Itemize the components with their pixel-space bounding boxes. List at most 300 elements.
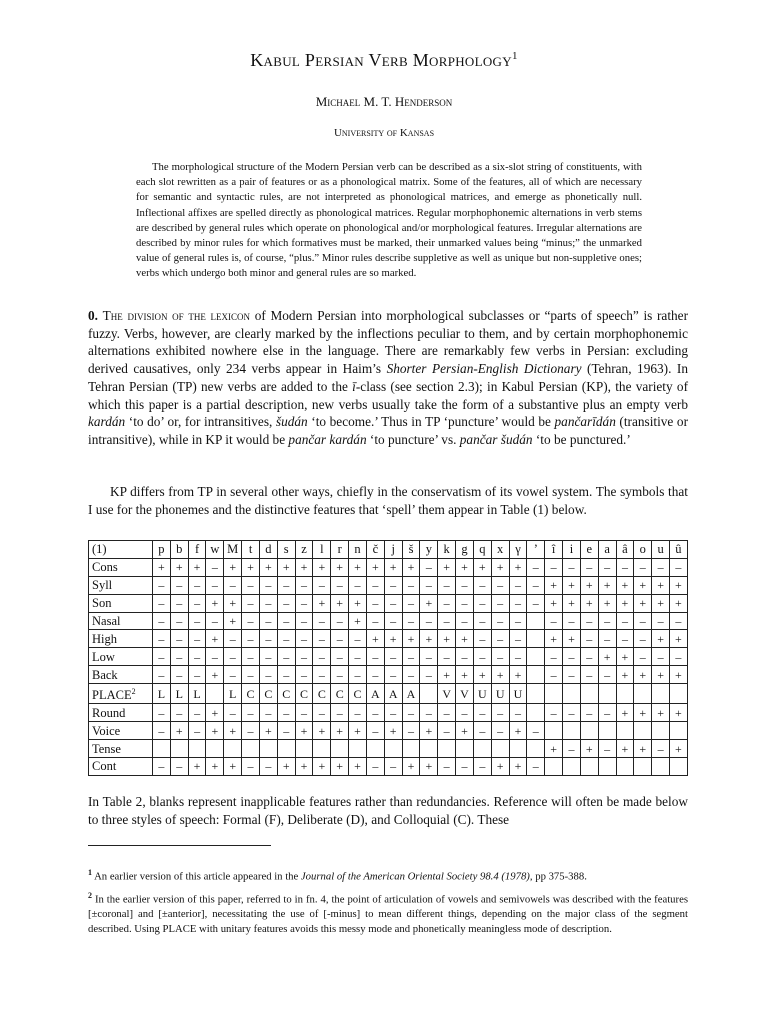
phoneme-header: γ xyxy=(509,541,527,559)
feature-value: – xyxy=(295,594,313,612)
feature-value: + xyxy=(545,576,563,594)
feature-value: + xyxy=(188,757,206,775)
feature-value xyxy=(473,740,491,758)
feature-value: – xyxy=(384,666,402,684)
feature-value xyxy=(366,740,384,758)
feature-value: – xyxy=(170,594,188,612)
phoneme-header: o xyxy=(634,541,652,559)
feature-value: – xyxy=(277,666,295,684)
paragraph-vowel-system: KP differs from TP in several other ways, chiefly in the conservatism of its vowel system. The symbols that I use for the phonemes and the distinctive features that ‘spell’ them appear in Table (1) below. xyxy=(88,484,688,517)
feature-value: + xyxy=(616,740,634,758)
feature-value: – xyxy=(153,757,171,775)
phoneme-header: x xyxy=(491,541,509,559)
feature-value: – xyxy=(259,576,277,594)
feature-label: Back xyxy=(89,666,153,684)
feature-value xyxy=(598,684,616,704)
feature-value: – xyxy=(527,576,545,594)
feature-value xyxy=(616,757,634,775)
feature-value: + xyxy=(670,594,688,612)
feature-row xyxy=(89,630,688,648)
feature-value: + xyxy=(616,594,634,612)
feature-value: – xyxy=(634,648,652,666)
feature-value: – xyxy=(313,630,331,648)
feature-value: + xyxy=(616,704,634,722)
feature-value: + xyxy=(224,558,242,576)
phoneme-header: z xyxy=(295,541,313,559)
feature-value: – xyxy=(670,558,688,576)
feature-value: – xyxy=(366,722,384,740)
phoneme-header: û xyxy=(670,541,688,559)
feature-value: – xyxy=(188,704,206,722)
feature-value xyxy=(598,722,616,740)
feature-value: – xyxy=(349,630,367,648)
feature-value: – xyxy=(153,630,171,648)
feature-value: – xyxy=(366,666,384,684)
feature-value: + xyxy=(277,757,295,775)
feature-value xyxy=(545,722,563,740)
feature-value: + xyxy=(670,740,688,758)
title-footnote-marker[interactable]: 1 xyxy=(511,50,518,62)
feature-value: – xyxy=(366,757,384,775)
feature-value: – xyxy=(491,630,509,648)
feature-value xyxy=(259,740,277,758)
feature-value: A xyxy=(366,684,384,704)
phoneme-header: t xyxy=(242,541,260,559)
feature-value: + xyxy=(616,666,634,684)
feature-value: – xyxy=(259,648,277,666)
feature-value xyxy=(384,740,402,758)
phoneme-header: ’ xyxy=(527,541,545,559)
feature-value: + xyxy=(331,722,349,740)
feature-value: C xyxy=(349,684,367,704)
feature-value xyxy=(527,612,545,630)
feature-value: – xyxy=(170,648,188,666)
feature-value: – xyxy=(634,630,652,648)
feature-value: – xyxy=(366,594,384,612)
feature-value: + xyxy=(259,558,277,576)
feature-value: – xyxy=(402,666,420,684)
feature-value xyxy=(670,757,688,775)
table-header-row xyxy=(89,541,688,559)
feature-value: – xyxy=(224,630,242,648)
phoneme-header: k xyxy=(438,541,456,559)
feature-value: – xyxy=(563,704,581,722)
feature-value: – xyxy=(153,648,171,666)
affiliation: University of Kansas xyxy=(333,127,435,139)
phoneme-header: e xyxy=(580,541,598,559)
feature-value: – xyxy=(580,666,598,684)
feature-value: – xyxy=(259,704,277,722)
feature-value: – xyxy=(420,704,438,722)
feature-value xyxy=(206,740,224,758)
feature-value: – xyxy=(366,704,384,722)
feature-value: + xyxy=(634,666,652,684)
feature-value: L xyxy=(153,684,171,704)
feature-value: – xyxy=(384,612,402,630)
feature-note-marker: 2 xyxy=(131,687,136,697)
feature-value: – xyxy=(420,558,438,576)
feature-table xyxy=(88,540,688,776)
feature-value: – xyxy=(580,648,598,666)
feature-value: – xyxy=(598,558,616,576)
feature-value: + xyxy=(366,630,384,648)
feature-value xyxy=(170,740,188,758)
feature-value: C xyxy=(295,684,313,704)
feature-value: + xyxy=(402,630,420,648)
feature-value: + xyxy=(598,648,616,666)
phoneme-header: u xyxy=(652,541,670,559)
feature-value: – xyxy=(473,722,491,740)
feature-value: – xyxy=(670,648,688,666)
feature-value: – xyxy=(491,612,509,630)
feature-value: – xyxy=(331,576,349,594)
feature-value: – xyxy=(438,594,456,612)
feature-value: + xyxy=(349,757,367,775)
feature-value xyxy=(420,740,438,758)
feature-value: – xyxy=(224,576,242,594)
feature-value xyxy=(402,740,420,758)
feature-value: – xyxy=(491,594,509,612)
feature-value: – xyxy=(224,704,242,722)
feature-value: – xyxy=(509,612,527,630)
feature-value xyxy=(670,722,688,740)
feature-value: + xyxy=(366,558,384,576)
feature-value: – xyxy=(259,666,277,684)
feature-row xyxy=(89,704,688,722)
feature-value: + xyxy=(634,704,652,722)
feature-value: – xyxy=(616,630,634,648)
feature-value: + xyxy=(652,704,670,722)
feature-value: – xyxy=(420,666,438,684)
feature-value xyxy=(634,757,652,775)
feature-value: + xyxy=(652,594,670,612)
feature-value: + xyxy=(384,722,402,740)
feature-value: – xyxy=(170,704,188,722)
feature-value: – xyxy=(652,648,670,666)
phoneme-header: î xyxy=(545,541,563,559)
feature-value xyxy=(153,740,171,758)
feature-row xyxy=(89,648,688,666)
phoneme-header: w xyxy=(206,541,224,559)
feature-value: – xyxy=(509,704,527,722)
feature-value xyxy=(527,740,545,758)
feature-value: L xyxy=(170,684,188,704)
feature-row xyxy=(89,722,688,740)
feature-label: High xyxy=(89,630,153,648)
feature-value: C xyxy=(277,684,295,704)
feature-value xyxy=(527,666,545,684)
book-title: Shorter Persian-English Dictionary xyxy=(386,361,582,377)
feature-value: – xyxy=(456,612,474,630)
phoneme-header: â xyxy=(616,541,634,559)
feature-value: – xyxy=(331,612,349,630)
feature-value: – xyxy=(313,666,331,684)
feature-value: – xyxy=(277,612,295,630)
feature-value: + xyxy=(509,558,527,576)
phoneme-header: s xyxy=(277,541,295,559)
feature-value: – xyxy=(545,704,563,722)
feature-row xyxy=(89,666,688,684)
feature-value: A xyxy=(384,684,402,704)
feature-value: – xyxy=(545,648,563,666)
feature-value: – xyxy=(509,576,527,594)
feature-value: – xyxy=(527,722,545,740)
phoneme-header: i xyxy=(563,541,581,559)
phoneme-header: g xyxy=(456,541,474,559)
feature-value: – xyxy=(473,757,491,775)
feature-value xyxy=(527,630,545,648)
phoneme-header: j xyxy=(384,541,402,559)
feature-value: – xyxy=(580,704,598,722)
feature-value xyxy=(580,684,598,704)
feature-label: Tense xyxy=(89,740,153,758)
feature-value: – xyxy=(563,558,581,576)
phoneme-header: y xyxy=(420,541,438,559)
feature-value: – xyxy=(473,630,491,648)
feature-value: – xyxy=(259,612,277,630)
feature-value: – xyxy=(349,704,367,722)
feature-value: – xyxy=(242,630,260,648)
feature-value: + xyxy=(206,704,224,722)
abstract: The morphological structure of the Modern Persian verb can be described as a six-slot string of constituents, with each slot rewritten as a pair of features or as a phonological matrix. Some of the features, all of which are necessary for semantic and syntactic rules, are not interpreted as phonological matrices, and emerge as phonetically null. Inflectional affixes are spelled directly as phonological matrices. Regular morphophonemic alternations in verb stems are described by general rules which operate on phonological and/or morphological features. Irregular alternations are described by minor rules for which formatives must be marked, their unmarked values being “minus;” the unmarked value of general rules is, of course, “plus.” Minor rules describe suppletive as well as unique but non-suppletive ones; verbs which undergo both minor and general rules are so marked. xyxy=(136,161,642,280)
feature-value: + xyxy=(313,757,331,775)
feature-value: – xyxy=(438,757,456,775)
feature-value: – xyxy=(420,576,438,594)
feature-value: + xyxy=(616,648,634,666)
feature-value: – xyxy=(402,722,420,740)
feature-value xyxy=(224,740,242,758)
feature-value: – xyxy=(331,648,349,666)
feature-value: + xyxy=(349,558,367,576)
feature-value: – xyxy=(366,576,384,594)
feature-value: + xyxy=(598,576,616,594)
phoneme-header: q xyxy=(473,541,491,559)
feature-row xyxy=(89,576,688,594)
feature-value: – xyxy=(206,648,224,666)
feature-value: – xyxy=(456,576,474,594)
feature-value: – xyxy=(563,648,581,666)
feature-value xyxy=(670,684,688,704)
feature-value: C xyxy=(242,684,260,704)
section-number: 0. xyxy=(88,308,98,323)
feature-value: – xyxy=(349,666,367,684)
feature-value: + xyxy=(509,757,527,775)
feature-value: – xyxy=(545,666,563,684)
feature-value: + xyxy=(491,558,509,576)
feature-label: Cont xyxy=(89,757,153,775)
feature-value xyxy=(580,757,598,775)
feature-value: L xyxy=(188,684,206,704)
feature-value: – xyxy=(527,594,545,612)
feature-value: + xyxy=(509,722,527,740)
feature-value: – xyxy=(527,757,545,775)
feature-value: – xyxy=(402,576,420,594)
feature-value: + xyxy=(563,576,581,594)
feature-value: C xyxy=(331,684,349,704)
feature-value: – xyxy=(384,594,402,612)
feature-value: – xyxy=(366,648,384,666)
feature-value: – xyxy=(420,612,438,630)
feature-value: – xyxy=(242,648,260,666)
feature-value: + xyxy=(563,594,581,612)
feature-value: – xyxy=(456,704,474,722)
feature-value: – xyxy=(242,704,260,722)
feature-label: Voice xyxy=(89,722,153,740)
feature-value: – xyxy=(491,704,509,722)
phoneme-header: a xyxy=(598,541,616,559)
feature-value: – xyxy=(153,722,171,740)
feature-value: – xyxy=(277,576,295,594)
feature-value: – xyxy=(170,666,188,684)
feature-value xyxy=(313,740,331,758)
feature-value: + xyxy=(580,576,598,594)
feature-value: – xyxy=(438,648,456,666)
feature-value: – xyxy=(527,558,545,576)
feature-value: + xyxy=(402,558,420,576)
feature-value: – xyxy=(580,630,598,648)
phoneme-header: l xyxy=(313,541,331,559)
table-corner-label: (1) xyxy=(89,541,153,559)
feature-value: – xyxy=(242,612,260,630)
feature-value xyxy=(527,684,545,704)
feature-value: – xyxy=(277,722,295,740)
feature-label: Nasal xyxy=(89,612,153,630)
author: Michael M. T. Henderson xyxy=(315,94,453,109)
feature-value xyxy=(527,704,545,722)
feature-value: + xyxy=(242,558,260,576)
feature-value: – xyxy=(295,704,313,722)
feature-value: + xyxy=(420,722,438,740)
feature-value: – xyxy=(456,594,474,612)
feature-value xyxy=(652,757,670,775)
feature-value: – xyxy=(277,630,295,648)
feature-value: – xyxy=(563,666,581,684)
feature-value: – xyxy=(491,648,509,666)
feature-label: Syll xyxy=(89,576,153,594)
feature-value: – xyxy=(563,612,581,630)
feature-value: – xyxy=(242,757,260,775)
feature-value: – xyxy=(563,740,581,758)
feature-value: + xyxy=(420,757,438,775)
feature-value: – xyxy=(188,612,206,630)
feature-value: – xyxy=(598,630,616,648)
feature-value: + xyxy=(331,757,349,775)
feature-value: + xyxy=(598,594,616,612)
feature-value: + xyxy=(473,558,491,576)
feature-value: – xyxy=(188,576,206,594)
feature-value: – xyxy=(598,612,616,630)
feature-value xyxy=(527,648,545,666)
feature-value: + xyxy=(349,612,367,630)
feature-value: – xyxy=(170,612,188,630)
feature-value: – xyxy=(170,576,188,594)
feature-value: – xyxy=(153,704,171,722)
feature-value: + xyxy=(224,722,242,740)
feature-value: V xyxy=(438,684,456,704)
feature-value: – xyxy=(616,612,634,630)
paragraph-speech-styles: In Table 2, blanks represent inapplicable features rather than redundancies. Reference will often be made below to three styles of speech: Formal (F), Deliberate (D), and Colloquial (C). These xyxy=(88,794,688,827)
feature-value: – xyxy=(206,612,224,630)
feature-value: – xyxy=(402,648,420,666)
feature-value: + xyxy=(652,630,670,648)
feature-value xyxy=(634,684,652,704)
feature-value: – xyxy=(295,666,313,684)
feature-row xyxy=(89,558,688,576)
feature-value xyxy=(456,740,474,758)
footnote-divider xyxy=(88,845,271,846)
feature-value: – xyxy=(438,576,456,594)
feature-value: + xyxy=(509,666,527,684)
feature-value: + xyxy=(170,722,188,740)
feature-value: + xyxy=(652,666,670,684)
feature-value: + xyxy=(313,558,331,576)
feature-value: U xyxy=(473,684,491,704)
feature-value xyxy=(491,740,509,758)
feature-value: – xyxy=(456,757,474,775)
feature-row xyxy=(89,684,688,704)
feature-value: + xyxy=(652,576,670,594)
feature-value xyxy=(331,740,349,758)
feature-value: – xyxy=(598,740,616,758)
feature-value: – xyxy=(224,666,242,684)
feature-value xyxy=(616,722,634,740)
feature-value: – xyxy=(259,594,277,612)
section-0-paragraph: 0. The division of the lexicon of Modern Persian into morphological subclasses or “parts of speech” is rather fuzzy. Verbs, however, are clearly marked by the inflections peculiar to them, and by certain morphophonemic alternations exhibited nowhere else in the language. There are remarkably few verbs in Persian: excluding derived causatives, only 234 verbs appear in Haim’s Shorter Persian-English Dictionary (Tehran, 1963). In Tehran Persian (TP) new verbs are added to the ī-class (see section 2.3); in Kabul Persian (KP), the variety of which this paper is a partial description, new verbs usually take the form of a substantive plus an empty verb kardán ‘to do’ or, for intransitives, šudán ‘to become.’ Thus in TP ‘puncture’ would be pančarīdán (transitive or intransitive), while in KP it would be pančar kardán ‘to puncture’ vs. pančar šudán ‘to be punctured.’ xyxy=(88,308,689,447)
feature-value: C xyxy=(313,684,331,704)
feature-label: Round xyxy=(89,704,153,722)
feature-value xyxy=(242,740,260,758)
feature-value: – xyxy=(313,704,331,722)
feature-value: – xyxy=(295,612,313,630)
feature-value: – xyxy=(545,558,563,576)
feature-value: – xyxy=(652,612,670,630)
feature-value: – xyxy=(384,704,402,722)
feature-value: + xyxy=(224,757,242,775)
feature-value: – xyxy=(331,666,349,684)
feature-value: + xyxy=(349,722,367,740)
feature-value: + xyxy=(616,576,634,594)
footnote-1: $^1$ An earlier version of this article appeared in the Journal of the American Oriental Society 98.4 (1978), pp 375-388. xyxy=(88,868,587,883)
feature-value: – xyxy=(402,594,420,612)
feature-value: + xyxy=(420,630,438,648)
feature-value xyxy=(188,740,206,758)
feature-value: – xyxy=(420,648,438,666)
feature-value: – xyxy=(438,704,456,722)
phoneme-header: b xyxy=(170,541,188,559)
phoneme-header: p xyxy=(153,541,171,559)
feature-value: + xyxy=(456,666,474,684)
feature-value: + xyxy=(259,722,277,740)
feature-value: + xyxy=(331,594,349,612)
footnote-2-marker: 2 xyxy=(88,891,92,900)
feature-value: + xyxy=(670,666,688,684)
feature-value: – xyxy=(402,704,420,722)
feature-value: – xyxy=(616,558,634,576)
feature-value: – xyxy=(456,648,474,666)
feature-value: – xyxy=(349,648,367,666)
feature-value: + xyxy=(634,576,652,594)
feature-value: U xyxy=(491,684,509,704)
feature-value xyxy=(634,722,652,740)
feature-value: + xyxy=(456,722,474,740)
feature-value: – xyxy=(242,576,260,594)
feature-value: + xyxy=(384,558,402,576)
feature-value: – xyxy=(277,594,295,612)
feature-value: + xyxy=(634,740,652,758)
feature-value: + xyxy=(438,558,456,576)
feature-value: – xyxy=(188,648,206,666)
feature-value: – xyxy=(509,594,527,612)
